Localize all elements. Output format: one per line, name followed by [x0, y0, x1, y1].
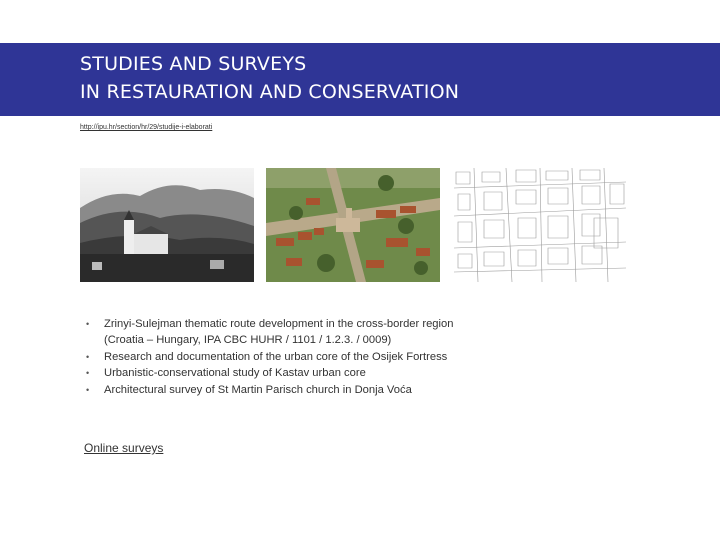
page-title — [80, 50, 459, 106]
bullet-icon: • — [86, 319, 90, 329]
list-item-text: Research and documentation of the urban core of the Osijek Fortress — [104, 350, 448, 363]
list-item-text-continued: (Croatia – Hungary, IPA CBC HUHR / 1101 / 1.2.3. / 0009) — [104, 334, 392, 347]
online-surveys-link[interactable]: Online surveys — [84, 441, 164, 455]
urban-plan-drawing — [454, 168, 626, 282]
list-item-text: Architectural survey of St Martin Parisch church in Donja Voća — [104, 383, 412, 396]
list-item — [86, 316, 453, 349]
list-item — [86, 382, 453, 398]
list-item — [86, 365, 453, 381]
bullet-icon: • — [86, 368, 90, 379]
title-line-1: STUDIES AND SURVEYS — [80, 53, 307, 75]
survey-list — [86, 316, 453, 398]
church-landscape-photo — [80, 168, 254, 282]
list-item — [86, 349, 453, 365]
list-item-text: Zrinyi-Sulejman thematic route development in the cross-border region — [104, 318, 454, 330]
bullet-icon: • — [86, 384, 90, 395]
title-line-2: IN RESTAURATION AND CONSERVATION — [80, 81, 460, 103]
list-item-text: Urbanistic-conservational study of Kastav urban core — [104, 367, 366, 380]
aerial-town-photo — [266, 168, 440, 282]
bullet-icon: • — [86, 351, 90, 362]
source-url-link[interactable]: http://ipu.hr/section/hr/29/studije-i-elaborati — [80, 124, 213, 131]
